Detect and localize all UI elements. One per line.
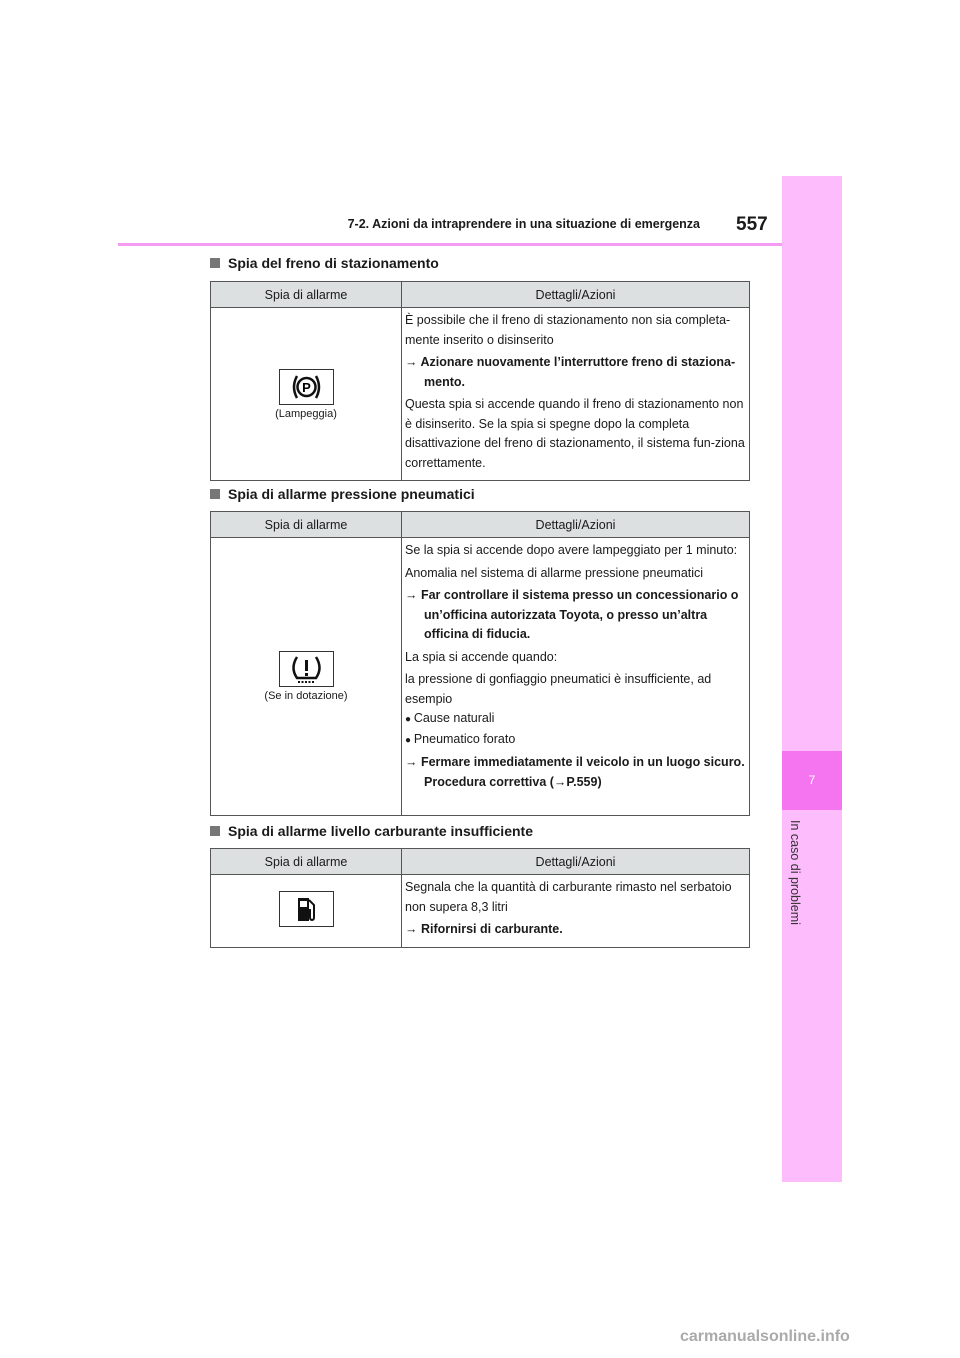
action-text: → Azionare nuovamente l’interruttore freno di staziona-mento. xyxy=(405,355,736,389)
icon-cell xyxy=(211,308,402,481)
action-text: → Far controllare il sistema presso un concessionario o un’officina autorizzata Toyota, o presso un’altra officina di fiducia. xyxy=(405,588,739,641)
bullet-item: ● Pneumatico forato xyxy=(405,730,746,751)
section-title-tire-pressure xyxy=(210,486,475,502)
details-cell xyxy=(402,308,750,481)
icon-cell xyxy=(211,538,402,816)
col-header: Spia di allarme xyxy=(211,512,402,538)
section-header: 7-2. Azioni da intraprendere in una situazione di emergenza xyxy=(347,217,700,231)
col-header: Spia di allarme xyxy=(211,282,402,308)
chapter-sidebar xyxy=(782,176,842,1182)
bullet-item: ● Cause naturali xyxy=(405,709,746,730)
detail-text: Anomalia nel sistema di allarme pressione pneumatici xyxy=(405,565,704,580)
col-header: Dettagli/Azioni xyxy=(402,512,750,538)
svg-text:P: P xyxy=(301,379,311,395)
tire-pressure-icon xyxy=(279,651,334,687)
fuel-pump-icon xyxy=(279,891,334,927)
section-title-text: Spia di allarme livello carburante insufficiente xyxy=(228,823,533,839)
action-text: → Fermare immediatamente il veicolo in un luogo sicuro. xyxy=(405,755,745,769)
square-bullet-icon xyxy=(210,489,220,499)
chapter-title: In caso di problemi xyxy=(788,820,802,925)
col-header: Dettagli/Azioni xyxy=(402,282,750,308)
icon-caption: (Lampeggia) xyxy=(275,407,337,420)
procedure-link[interactable]: Procedura correttiva (→P.559) xyxy=(424,774,602,789)
detail-text: La spia si accende quando: xyxy=(405,649,558,664)
watermark: carmanualsonline.info xyxy=(680,1328,850,1345)
square-bullet-icon xyxy=(210,258,220,268)
detail-text: Se la spia si accende dopo avere lampeggiato per 1 minuto: xyxy=(405,543,738,557)
detail-text: Questa spia si accende quando il freno di stazionamento non è disinserito. Se la spia si spegne dopo la completa disattivazione del freno di stazionamento, il sistema fun-ziona correttamente. xyxy=(405,397,745,470)
page-number: 557 xyxy=(736,214,768,235)
tire-pressure-table xyxy=(210,511,750,816)
chapter-tab[interactable]: 7 xyxy=(782,751,842,810)
section-title-text: Spia del freno di stazionamento xyxy=(228,255,439,271)
section-title-text: Spia di allarme pressione pneumatici xyxy=(228,486,475,502)
action-text: → Rifornirsi di carburante. xyxy=(405,922,563,936)
details-cell xyxy=(402,875,750,948)
section-title-parking-brake xyxy=(210,255,439,271)
col-header: Spia di allarme xyxy=(211,849,402,875)
detail-text: la pressione di gonfiaggio pneumatici è insufficiente, ad esempio xyxy=(405,672,712,706)
details-cell xyxy=(402,538,750,816)
parking-brake-icon xyxy=(279,369,334,405)
detail-text: È possibile che il freno di stazionamento non sia completa-mente inserito o disinserito xyxy=(405,313,731,347)
parking-brake-table xyxy=(210,281,750,481)
detail-text: Segnala che la quantità di carburante rimasto nel serbatoio non supera 8,3 litri xyxy=(405,880,732,914)
section-title-fuel xyxy=(210,823,533,839)
fuel-table xyxy=(210,848,750,948)
icon-caption: (Se in dotazione) xyxy=(264,690,348,702)
header-rule xyxy=(118,243,782,246)
col-header: Dettagli/Azioni xyxy=(402,849,750,875)
square-bullet-icon xyxy=(210,826,220,836)
icon-cell xyxy=(211,875,402,948)
